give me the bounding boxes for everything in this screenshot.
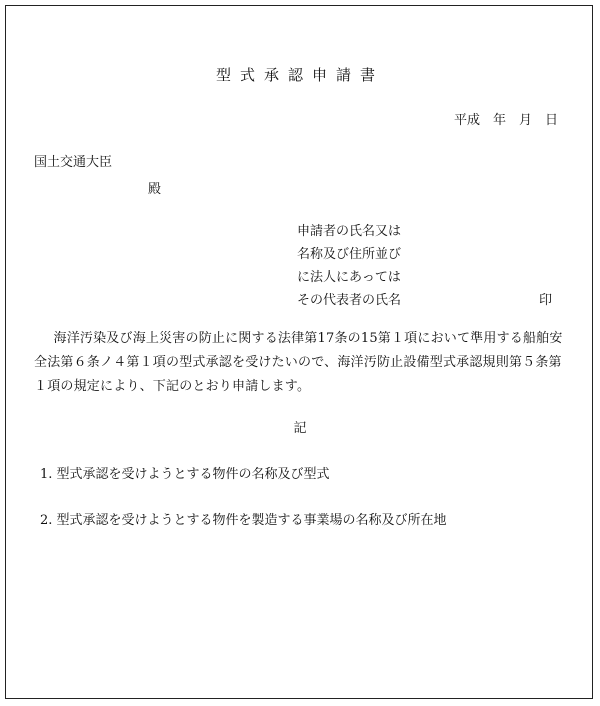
application-body: 海洋汚染及び海上災害の防止に関する法律第17条の15第１項において準用する船舶安全法第６条ノ４第１項の型式承認を受けたいので、海洋汚防止設備型式承認規則第５条第１項の規定により、下記のとおり申請します。 bbox=[34, 331, 563, 394]
honorific: 殿 bbox=[148, 182, 162, 197]
addressee: 国土交通大臣 bbox=[34, 155, 113, 170]
applicant-line-3: に法人にあっては bbox=[297, 270, 401, 285]
applicant-line-1: 申請者の氏名又は bbox=[297, 224, 402, 239]
ki-heading: 記 bbox=[293, 421, 307, 436]
list-item: 1. 型式承認を受けようとする物件の名称及び型式 bbox=[40, 467, 330, 482]
list-item: 2. 型式承認を受けようとする物件を製造する事業場の名称及び所在地 bbox=[40, 513, 447, 528]
form-title: 型式承認申請書 bbox=[215, 66, 384, 84]
date-line: 平成 年 月 日 bbox=[453, 113, 558, 128]
applicant-line-2: 名称及び住所並び bbox=[297, 247, 402, 262]
seal-mark: 印 bbox=[539, 293, 553, 308]
applicant-line-4: その代表者の氏名 bbox=[297, 293, 402, 308]
